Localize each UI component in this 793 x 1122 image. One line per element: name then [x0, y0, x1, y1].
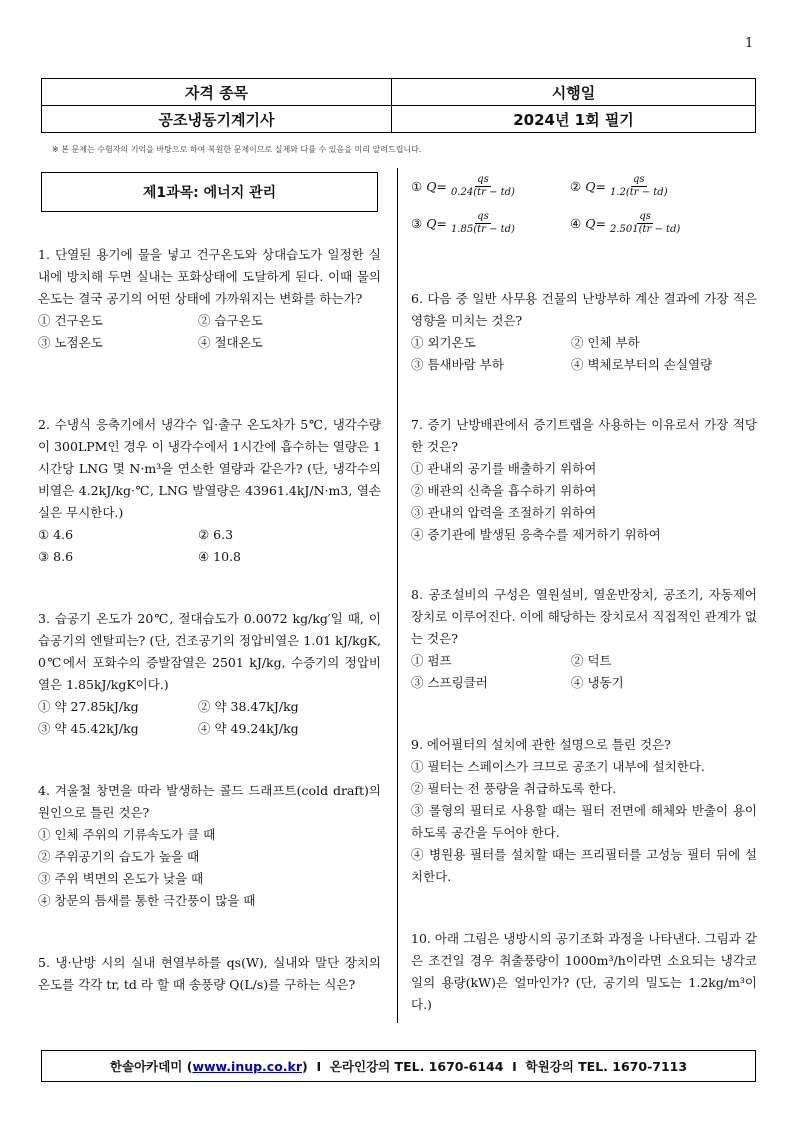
choice: ② 필터는 전 풍량을 취급하도록 한다. [411, 781, 617, 796]
choice: ② 습구온도 [198, 313, 263, 328]
choice-mark: ④ [570, 216, 582, 231]
choice: ① 건구온도 [38, 313, 103, 328]
choice-mark: ① [411, 179, 423, 194]
formula-lhs: Q= [585, 179, 606, 194]
formula-lhs: Q= [426, 216, 447, 231]
choice: ③ 롤형의 필터로 사용할 때는 필터 전면에 해체와 반출이 용이하도록 공간을 두어야 한다. [411, 803, 757, 840]
denominator: 1.2(tr − td) [609, 187, 668, 198]
choice: ② 배관의 신축을 흡수하기 위하여 [411, 483, 597, 498]
choice: ③ 8.6 [38, 549, 74, 564]
header-col2-label: 시행일 [392, 79, 756, 106]
denominator: 1.85(tr − td) [450, 224, 515, 235]
formula-lhs: Q= [426, 179, 447, 194]
question-2 [38, 414, 381, 568]
question-10 [411, 928, 757, 1016]
choice: ④ 병원용 필터를 설치할 때는 프리필터를 고성능 필터 뒤에 설치한다. [411, 847, 757, 884]
choice: ① 관내의 공기를 배출하기 위하여 [411, 461, 597, 476]
footer [41, 1050, 756, 1082]
choice: ④ 10.8 [198, 549, 242, 564]
formula-choice-3 [411, 211, 519, 236]
header-col1-value: 공조냉동기계기사 [42, 106, 392, 133]
numerator: qs [639, 211, 651, 222]
choice: ② 6.3 [198, 527, 234, 542]
question-4 [38, 780, 381, 912]
question-stem: 7. 증기 난방배관에서 증기트랩을 사용하는 이유로서 가장 적당한 것은? [411, 417, 757, 454]
question-stem: 4. 겨울철 창면을 따라 발생하는 콜드 드래프트(cold draft)의 원인으로 틀린 것은? [38, 783, 381, 820]
choice: ① 인체 주위의 기류속도가 클 때 [38, 827, 216, 842]
question-stem: 2. 수냉식 응축기에서 냉각수 입·출구 온도차가 5℃, 냉각수량이 300LPM인 경우 이 냉각수에서 1시간에 흡수하는 열량은 1시간당 LNG 몇 N·m³을 연소한 열량과 같은가? (단, 냉각수의 비열은 4.2kJ/kg·℃, LNG 발열량은 43961.4kJ/N·m3, 열손실은 무시한다.) [38, 417, 381, 520]
question-7 [411, 414, 757, 546]
choice: ② 주위공기의 습도가 높을 때 [38, 849, 200, 864]
choice: ② 덕트 [571, 653, 612, 668]
question-5 [38, 952, 381, 996]
choice-mark: ③ [411, 216, 423, 231]
footer-contact: ) I 온라인강의 TEL. 1670-6144 I 학원강의 TEL. 1670-7113 [302, 1059, 688, 1074]
choice: ① 펌프 [411, 653, 452, 668]
numerator: qs [477, 174, 489, 185]
fraction [449, 174, 517, 199]
choice: ① 4.6 [38, 527, 74, 542]
choice: ④ 냉동기 [571, 675, 624, 690]
column-divider [397, 168, 398, 1023]
choice: ③ 관내의 압력을 조절하기 위하여 [411, 505, 597, 520]
question-stem: 1. 단열된 용기에 물을 넣고 건구온도와 상대습도가 일정한 실내에 방치해 두면 실내는 포화상태에 도달하게 된다. 이때 물의 온도는 결국 공기의 어떤 상태에 가까워지는 변화를 하는가? [38, 247, 381, 306]
question-stem: 9. 에어필터의 설치에 관한 설명으로 틀린 것은? [411, 737, 671, 752]
choice: ③ 스프링클러 [411, 675, 488, 690]
header-col1-label: 자격 종목 [42, 79, 392, 106]
question-stem: 3. 습공기 온도가 20℃, 절대습도가 0.0072 kg/kg′일 때, 이 습공기의 엔탈피는? (단, 건조공기의 정압비열은 1.01 kJ/kgK, 0℃에서 포화수의 증발잠열은 2501 kJ/kg, 수증기의 정압비열은 1.85kJ/kgK이다.) [38, 611, 381, 692]
choice: ① 필터는 스페이스가 크므로 공조기 내부에 설치한다. [411, 759, 705, 774]
choice: ④ 증기관에 발생된 응축수를 제거하기 위하여 [411, 527, 661, 542]
fraction [608, 174, 670, 199]
formula-choice-4 [570, 211, 684, 236]
question-1 [38, 244, 381, 354]
choice: ④ 벽체로부터의 손실열량 [571, 357, 713, 372]
formula-lhs: Q= [585, 216, 606, 231]
footer-org: 한솔아카데미 ( [109, 1059, 193, 1074]
choice-mark: ② [570, 179, 582, 194]
footer-link[interactable]: www.inup.co.kr [192, 1058, 303, 1074]
exam-header-table [41, 78, 756, 133]
choice: ① 약 27.85kJ/kg [38, 699, 139, 714]
numerator: qs [477, 211, 489, 222]
notice: ※ 본 문제는 수험자의 기억을 바탕으로 하여 복원한 문제이므로 실제와 다를 수 있음을 미리 알려드립니다. [52, 145, 422, 154]
question-stem: 6. 다음 중 일반 사무용 건물의 난방부하 계산 결과에 가장 적은 영향을 미치는 것은? [411, 291, 757, 328]
question-8 [411, 584, 757, 694]
choice: ③ 노점온도 [38, 335, 103, 350]
header-col2-value: 2024년 1회 필기 [392, 106, 756, 133]
choice: ③ 틈새바람 부하 [411, 357, 504, 372]
formula-choice-2 [570, 174, 672, 199]
formula-choice-1 [411, 174, 519, 199]
denominator: 0.24(tr − td) [450, 187, 515, 198]
choice: ② 인체 부하 [571, 335, 640, 350]
question-3 [38, 608, 381, 740]
question-stem: 5. 냉·난방 시의 실내 현열부하를 qs(W), 실내와 말단 장치의 온도를 각각 tr, td 라 할 때 송풍량 Q(L/s)를 구하는 식은? [38, 955, 381, 992]
fraction [449, 211, 517, 236]
page-number: 1 [745, 36, 754, 51]
question-stem: 10. 아래 그림은 냉방시의 공기조화 과정을 나타낸다. 그림과 같은 조건일 경우 취출풍량이 1000m³/h이라면 소요되는 냉각코일의 용량(kW)은 얼마인가? (단, 공기의 밀도는 1.2kg/m³이다.) [411, 931, 757, 1012]
numerator: qs [633, 174, 645, 185]
choice: ③ 주위 벽면의 온도가 낮을 때 [38, 871, 204, 886]
choice: ④ 창문의 틈새를 통한 극간풍이 많을 때 [38, 893, 256, 908]
question-stem: 8. 공조설비의 구성은 열원설비, 열운반장치, 공조기, 자동제어장치로 이루어진다. 이에 해당하는 장치로서 직접적인 관계가 없는 것은? [411, 587, 757, 646]
choice: ④ 약 49.24kJ/kg [198, 721, 299, 736]
fraction [608, 211, 682, 236]
subject-title: 제1과목: 에너지 관리 [41, 172, 378, 212]
choice: ② 약 38.47kJ/kg [198, 699, 299, 714]
denominator: 2.501(tr − td) [609, 224, 681, 235]
question-9 [411, 734, 757, 888]
choice: ① 외기온도 [411, 335, 476, 350]
choice: ③ 약 45.42kJ/kg [38, 721, 139, 736]
question-6 [411, 288, 757, 376]
choice: ④ 절대온도 [198, 335, 263, 350]
